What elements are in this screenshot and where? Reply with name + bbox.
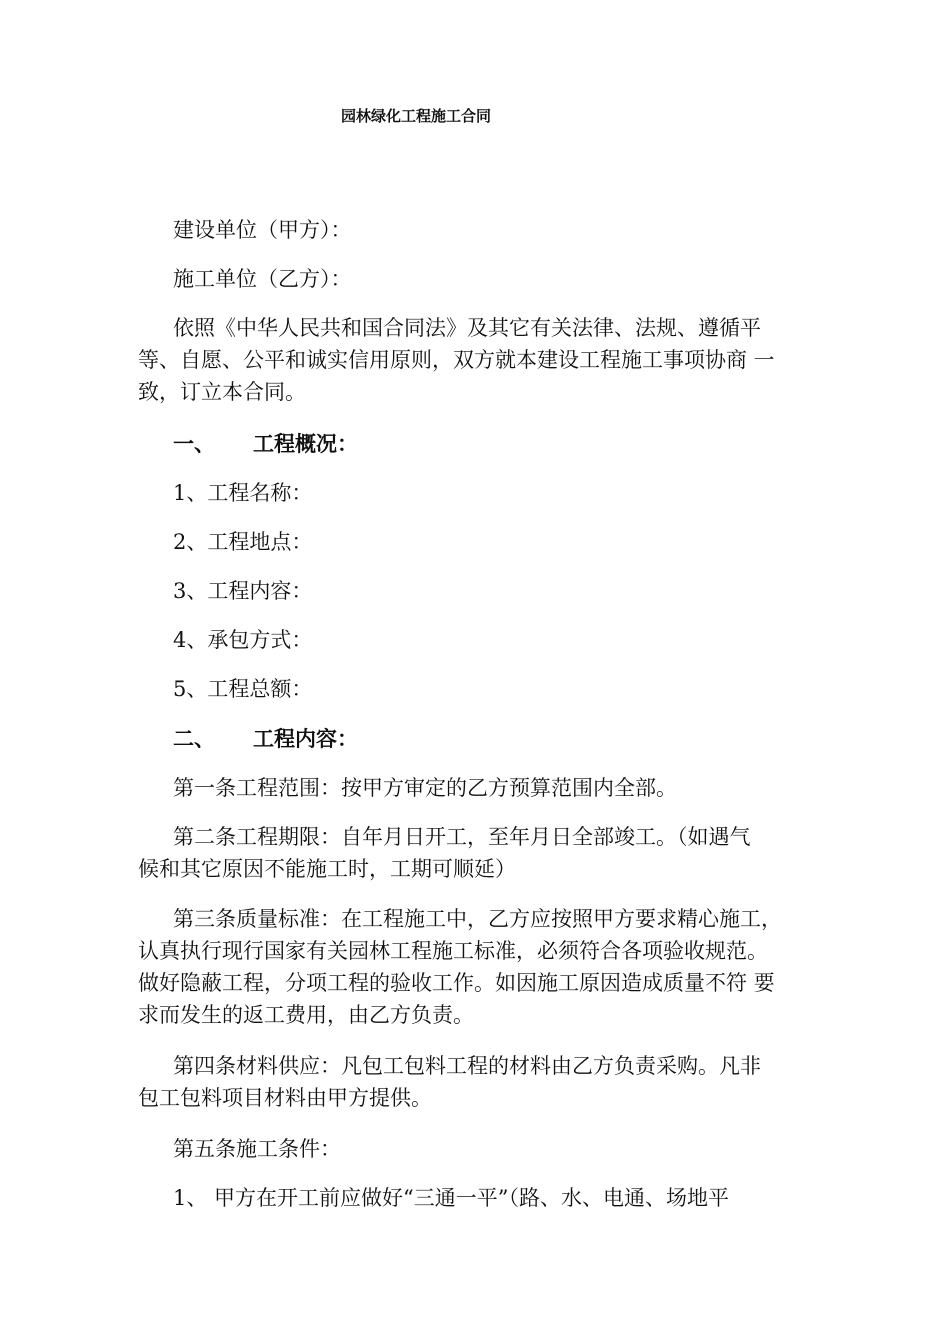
section-title: 工程内容： (253, 727, 358, 751)
condition-1 (138, 1182, 828, 1214)
intro-line: 等、自愿、公平和诚实信用原则，双方就本建设工程施工事项协商 一 (138, 348, 775, 372)
overview-item: 5、工程总额： (173, 677, 313, 701)
article-line: 第四条材料供应：凡包工包料工程的材料由乙方负责采购。凡非 (173, 1054, 761, 1078)
overview-item: 3、工程内容： (173, 579, 313, 603)
overview-item: 2、工程地点： (173, 530, 313, 554)
overview-item: 1、工程名称： (173, 481, 313, 505)
party-a-line: 建设单位（甲方）： (173, 218, 352, 242)
article-line: 第一条工程范围：按甲方审定的乙方预算范围内全部。 (173, 776, 677, 800)
article-line: 求而发生的返工费用，由乙方负责。 (138, 1003, 474, 1027)
section-number: 一、 (173, 432, 215, 456)
article-2 (138, 821, 828, 885)
article-4 (138, 1050, 828, 1114)
section-heading-overview (138, 428, 863, 460)
document-title: 园林绿化工程施工合同 (341, 107, 492, 125)
article-line: 候和其它原因不能施工时，工期可顺延） (138, 857, 516, 881)
section-title: 工程概况： (253, 432, 358, 456)
article-line: 做好隐蔽工程，分项工程的验收工作。如因施工原因造成质量不符 要 (138, 971, 775, 995)
article-line: 认真执行现行国家有关园林工程施工标准，必须符合各项验收规范。 (138, 939, 768, 963)
section-heading-content (138, 723, 863, 755)
article-line: 第三条质量标准：在工程施工中，乙方应按照甲方要求精心施工， (173, 907, 782, 931)
intro-paragraph (138, 312, 828, 408)
article-3 (138, 903, 828, 1031)
article-5 (138, 1133, 828, 1165)
overview-item: 4、承包方式： (173, 628, 313, 652)
condition-line: 1、 甲方在开工前应做好“三通一平”（路、水、电通、场地平 (173, 1186, 730, 1210)
intro-line: 依照《中华人民共和国合同法》及其它有关法律、法规、遵循平 (173, 316, 761, 340)
article-line: 第五条施工条件： (173, 1137, 341, 1161)
article-line: 包工包料项目材料由甲方提供。 (138, 1086, 432, 1110)
article-1 (138, 772, 828, 804)
section-number: 二、 (173, 727, 215, 751)
party-b-line: 施工单位（乙方）： (173, 267, 352, 291)
article-line: 第二条工程期限：自年月日开工，至年月日全部竣工。（如遇气 (173, 825, 751, 849)
intro-line: 致，订立本合同。 (138, 380, 306, 404)
